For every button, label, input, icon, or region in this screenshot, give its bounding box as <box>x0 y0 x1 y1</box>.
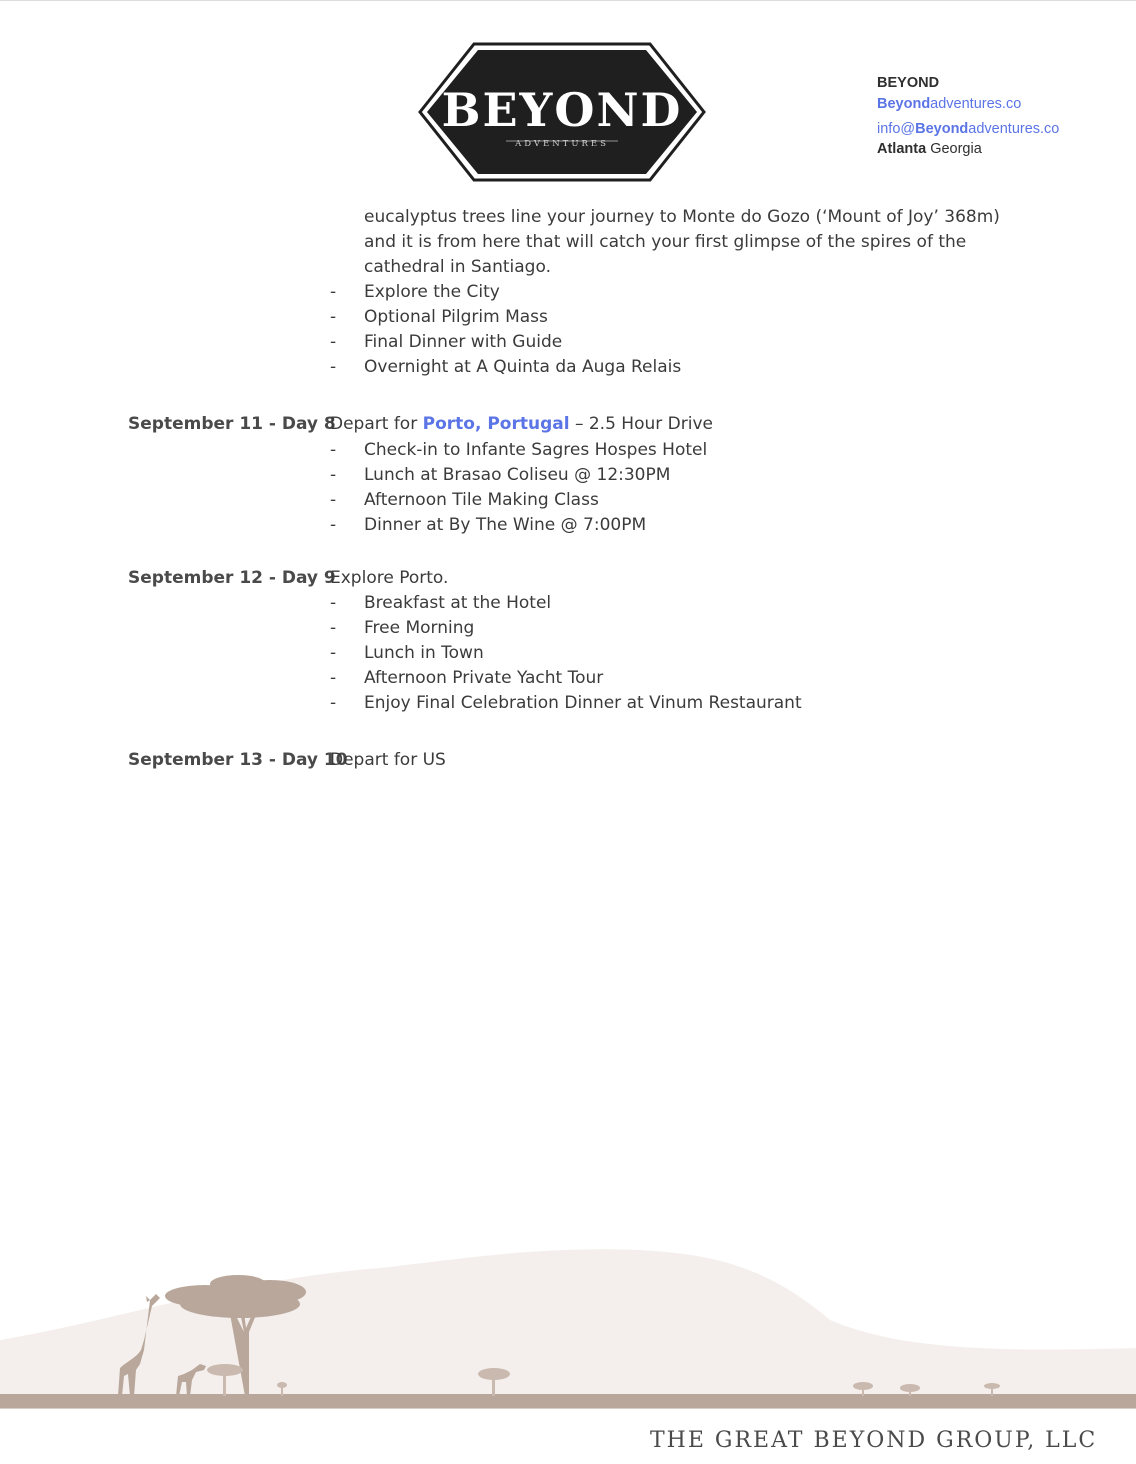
logo-main-text: BEYOND <box>441 83 683 137</box>
list-item: Check-in to Infante Sagres Hospes Hotel <box>364 440 708 460</box>
bullet-marker: - <box>330 490 337 510</box>
day-intro <box>330 412 713 437</box>
list-item: Afternoon Tile Making Class <box>364 490 599 510</box>
day-label: September 13 - Day 10 <box>128 750 348 770</box>
bullet-marker: - <box>330 693 337 713</box>
beyond-adventures-logo <box>416 40 708 184</box>
page-top-border <box>0 0 1136 1</box>
email-link[interactable] <box>877 122 1059 137</box>
porto-portugal-link[interactable]: Porto, Portugal <box>422 414 570 434</box>
location <box>877 142 982 157</box>
website-rest: adventures.co <box>930 96 1022 112</box>
logo-sub-text: ADVENTURES <box>515 139 609 149</box>
list-item: Free Morning <box>364 618 475 638</box>
list-item: Enjoy Final Celebration Dinner at Vinum Restaurant <box>364 693 802 713</box>
list-item: Overnight at A Quinta da Auga Relais <box>364 357 682 377</box>
list-item: Explore the City <box>364 282 500 302</box>
ground-band <box>0 1394 1136 1408</box>
day-intro-prefix: Depart for <box>330 414 423 434</box>
day-intro: Explore Porto. <box>330 568 449 588</box>
list-item: Lunch in Town <box>364 643 484 663</box>
email-rest: adventures.co <box>968 121 1060 137</box>
bullet-marker: - <box>330 643 337 663</box>
bullet-marker: - <box>330 357 337 377</box>
day-intro: Depart for US <box>330 750 446 770</box>
bullet-marker: - <box>330 668 337 688</box>
bullet-marker: - <box>330 307 337 327</box>
location-city: Atlanta <box>877 141 927 157</box>
list-item: Dinner at By The Wine @ 7:00PM <box>364 515 647 535</box>
bullet-marker: - <box>330 618 337 638</box>
continuation-line: eucalyptus trees line your journey to Monte do Gozo (‘Mount of Joy’ 368m) <box>364 207 1000 227</box>
location-state: Georgia <box>930 141 982 157</box>
bullet-marker: - <box>330 282 337 302</box>
day-label: September 11 - Day 8 <box>128 414 336 434</box>
day-label: September 12 - Day 9 <box>128 568 336 588</box>
list-item: Optional Pilgrim Mass <box>364 307 548 327</box>
list-item: Breakfast at the Hotel <box>364 593 552 613</box>
website-bold: Beyond <box>877 96 931 112</box>
website-link[interactable] <box>877 97 1021 112</box>
email-prefix: info@ <box>877 121 916 137</box>
company-name: BEYOND <box>877 75 940 91</box>
day-intro-suffix: – 2.5 Hour Drive <box>569 414 713 434</box>
logo-badge <box>416 40 708 184</box>
bullet-marker: - <box>330 440 337 460</box>
list-item: Lunch at Brasao Coliseu @ 12:30PM <box>364 465 671 485</box>
footer-brand: THE GREAT BEYOND GROUP, LLC <box>650 1428 1098 1453</box>
continuation-line: cathedral in Santiago. <box>364 257 551 277</box>
bullet-marker: - <box>330 332 337 352</box>
email-bold: Beyond <box>915 121 969 137</box>
bullet-marker: - <box>330 465 337 485</box>
bullet-marker: - <box>330 515 337 535</box>
list-item: Final Dinner with Guide <box>364 332 563 352</box>
continuation-line: and it is from here that will catch your first glimpse of the spires of the <box>364 232 967 252</box>
list-item: Afternoon Private Yacht Tour <box>364 668 604 688</box>
bullet-marker: - <box>330 593 337 613</box>
